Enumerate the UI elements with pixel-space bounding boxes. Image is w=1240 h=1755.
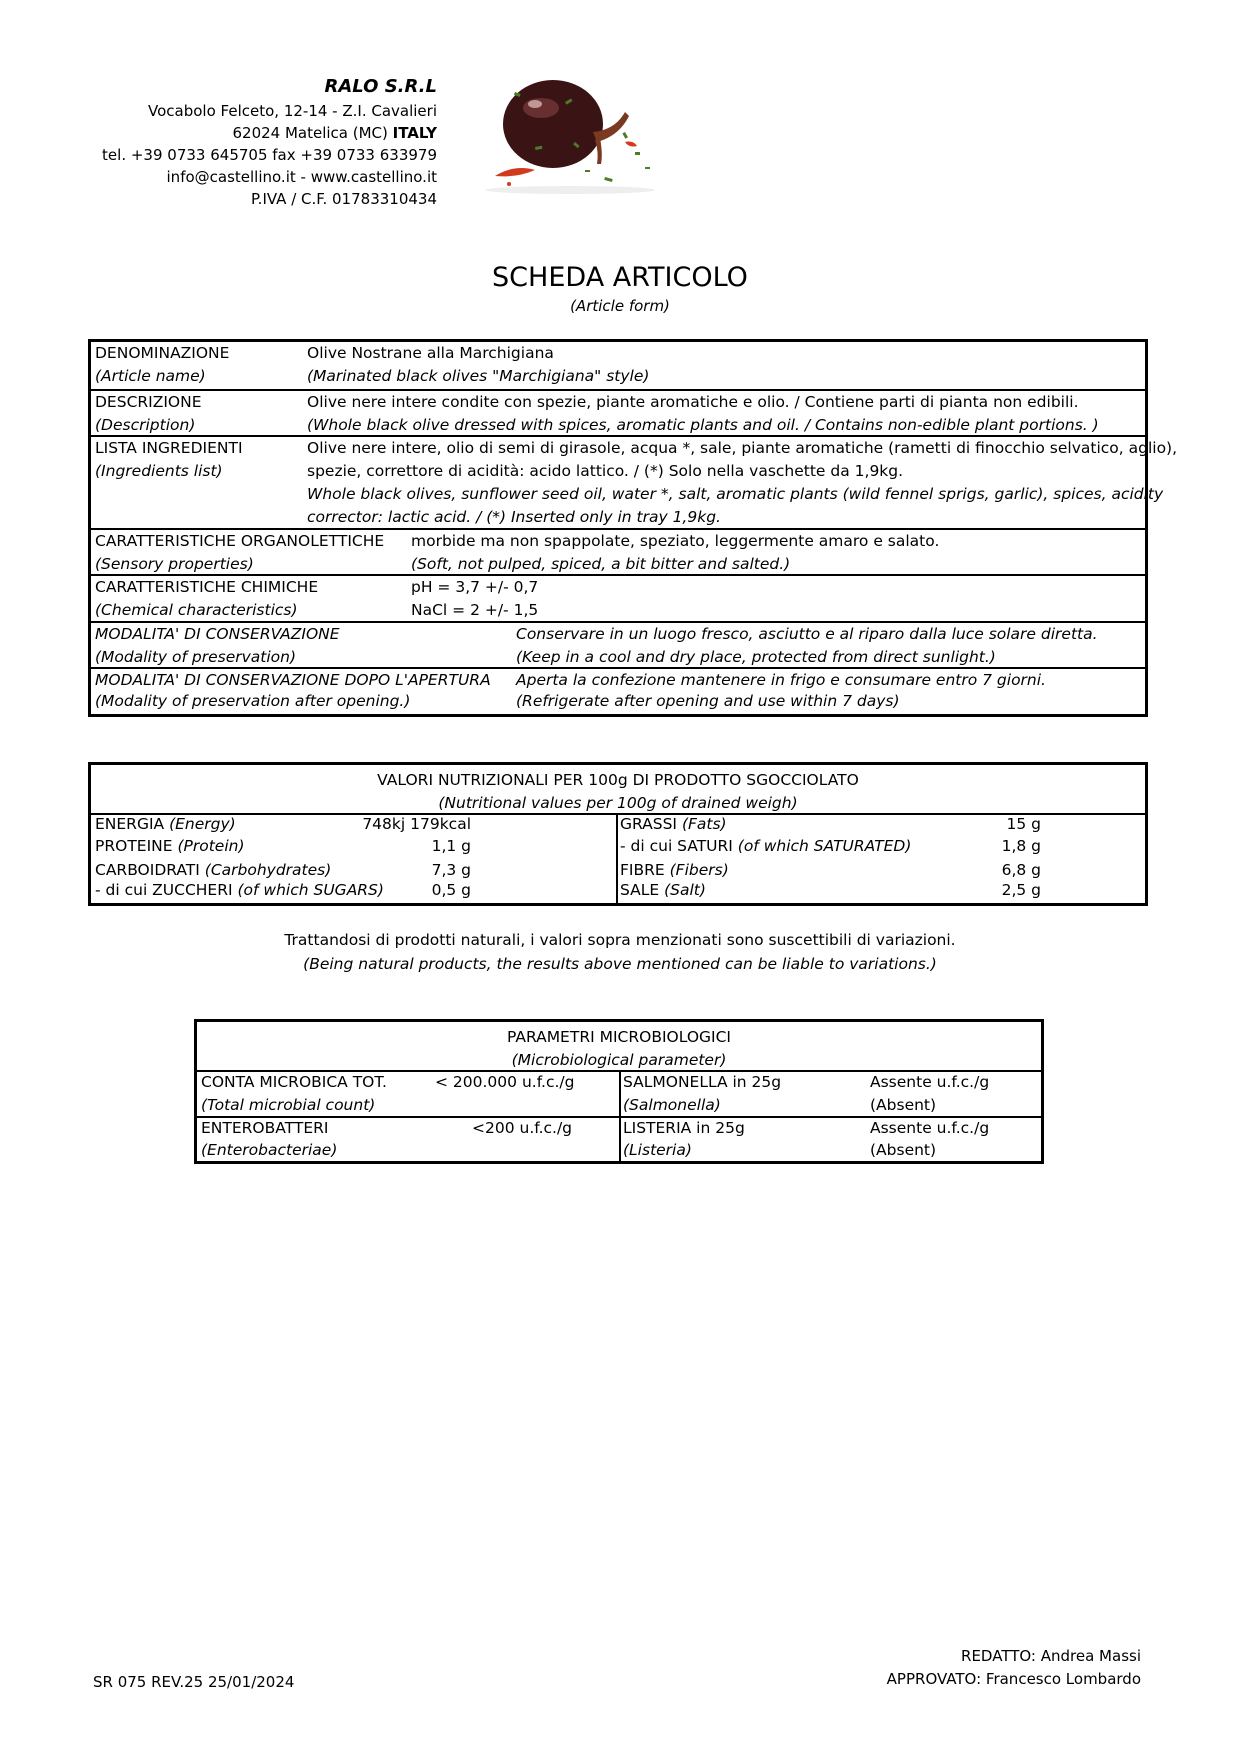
company-web: info@castellino.it - www.castellino.it: [166, 168, 437, 186]
nutrition-right-label: FIBRE (Fibers): [620, 861, 729, 879]
micro-table: [194, 1019, 1044, 1164]
micro-total-label-en: (Total microbial count): [201, 1096, 376, 1114]
micro-entero-label: ENTEROBATTERI: [201, 1119, 329, 1137]
micro-salmonella-value-en: (Absent): [870, 1096, 937, 1114]
article-row-description: [91, 389, 1145, 437]
article-table: [88, 339, 1178, 717]
nutrition-right-label: GRASSI (Fats): [620, 815, 727, 833]
article-row-ingredients: [91, 435, 1178, 530]
desc-value: Olive nere intere condite con spezie, piante aromatiche e olio. / Contiene parti di pianta non edibili.: [307, 393, 1079, 411]
chem-label: CARATTERISTICHE CHIMICHE: [95, 578, 319, 596]
nutrition-title: VALORI NUTRIZIONALI PER 100g DI PRODOTTO SGOCCIOLATO: [377, 771, 859, 789]
open-value: Aperta la confezione mantenere in frigo e consumare entro 7 giorni.: [516, 671, 1046, 689]
approved-by: APPROVATO: Francesco Lombardo: [886, 1670, 1141, 1688]
drafted-by: REDATTO: Andrea Massi: [961, 1647, 1141, 1665]
micro-column-divider: [619, 1070, 621, 1164]
pres-label: MODALITA' DI CONSERVAZIONE: [95, 625, 340, 643]
company-address-2: 62024 Matelica (MC) ITALY: [232, 124, 437, 142]
pres-label-en: (Modality of preservation): [95, 648, 297, 666]
micro-listeria-label: LISTERIA in 25g: [623, 1119, 745, 1137]
name-value: Olive Nostrane alla Marchigiana: [307, 344, 554, 362]
nutrition-left-value: 7,3 g: [431, 861, 471, 879]
sensory-value-en: (Soft, not pulped, spiced, a bit bitter and salted.): [411, 555, 791, 573]
micro-entero-label-en: (Enterobacteriae): [201, 1141, 338, 1159]
nutrition-header-divider: [91, 813, 1145, 815]
nutrition-title-en: (Nutritional values per 100g of drained weigh): [438, 794, 798, 812]
nutrition-left-value: 1,1 g: [431, 837, 471, 855]
open-label-en: (Modality of preservation after opening.): [95, 692, 411, 710]
nutrition-right-value: 15 g: [1006, 815, 1041, 833]
company-info: [102, 74, 437, 210]
nutrition-left-value: 0,5 g: [431, 881, 471, 899]
nutrition-table: [88, 762, 1148, 906]
nutrition-left-label: - di cui ZUCCHERI (of which SUGARS): [95, 881, 384, 899]
company-address-1: Vocabolo Felceto, 12-14 - Z.I. Cavalieri: [148, 102, 437, 120]
nutrition-right-value: 1,8 g: [1001, 837, 1041, 855]
open-label: MODALITA' DI CONSERVAZIONE DOPO L'APERTURA: [95, 671, 491, 689]
open-value-en: (Refrigerate after opening and use within 7 days): [516, 692, 900, 710]
company-country: ITALY: [392, 124, 437, 142]
nutrition-right-label: - di cui SATURI (of which SATURATED): [620, 837, 912, 855]
micro-salmonella-label-en: (Salmonella): [623, 1096, 721, 1114]
article-row-chemical: [91, 574, 1145, 623]
nutrition-right-label: SALE (Salt): [620, 881, 706, 899]
desc-value-en: (Whole black olive dressed with spices, aromatic plants and oil. / Contains non-edible plant portions. ): [307, 416, 1099, 434]
ingr-line-4: corrector: lactic acid. / (*) Inserted only in tray 1,9kg.: [307, 508, 721, 526]
pres-value-en: (Keep in a cool and dry place, protected from direct sunlight.): [516, 648, 996, 666]
ingr-label-en: (Ingredients list): [95, 462, 223, 480]
micro-total-label: CONTA MICROBICA TOT.: [201, 1073, 387, 1091]
disclaimer-en: (Being natural products, the results above mentioned can be liable to variations.): [303, 955, 937, 973]
chem-label-en: (Chemical characteristics): [95, 601, 298, 619]
article-row-preservation: [91, 621, 1145, 669]
page-title: SCHEDA ARTICOLO: [492, 262, 748, 293]
name-value-en: (Marinated black olives "Marchigiana" style): [307, 367, 650, 385]
ingr-line-1: Olive nere intere, olio di semi di girasole, acqua *, sale, piante aromatiche (rametti di finocchio selvatico, aglio),: [307, 439, 1178, 457]
desc-label-en: (Description): [95, 416, 196, 434]
micro-salmonella-value: Assente u.f.c./g: [870, 1073, 990, 1091]
nutrition-right-value: 2,5 g: [1001, 881, 1041, 899]
page-subtitle: (Article form): [570, 297, 670, 315]
olive-logo-image: [475, 72, 665, 200]
micro-listeria-label-en: (Listeria): [623, 1141, 692, 1159]
micro-listeria-value-en: (Absent): [870, 1141, 937, 1159]
nutrition-left-label: PROTEINE (Protein): [95, 837, 245, 855]
pres-value: Conservare in un luogo fresco, asciutto e al riparo dalla luce solare diretta.: [516, 625, 1098, 643]
disclaimer-it: Trattandosi di prodotti naturali, i valori sopra menzionati sono suscettibili di variazioni.: [284, 931, 956, 949]
desc-label: DESCRIZIONE: [95, 393, 202, 411]
micro-entero-value: <200 u.f.c./g: [472, 1119, 573, 1137]
nutrition-right-value: 6,8 g: [1001, 861, 1041, 879]
sensory-value: morbide ma non spappolate, speziato, leggermente amaro e salato.: [411, 532, 940, 550]
nutrition-column-divider: [616, 813, 618, 906]
nutrition-left-label: ENERGIA (Energy): [95, 815, 236, 833]
micro-title: PARAMETRI MICROBIOLOGICI: [506, 1028, 731, 1046]
company-phone: tel. +39 0733 645705 fax +39 0733 633979: [102, 146, 437, 164]
article-row-sensory: [91, 528, 1145, 576]
name-label-en: (Article name): [95, 367, 206, 385]
micro-salmonella-label: SALMONELLA in 25g: [623, 1073, 782, 1091]
name-label: DENOMINAZIONE: [95, 344, 230, 362]
article-row-name: [91, 342, 1145, 389]
micro-listeria-value: Assente u.f.c./g: [870, 1119, 990, 1137]
ingr-label: LISTA INGREDIENTI: [95, 439, 243, 457]
company-name: RALO S.R.L: [324, 76, 437, 97]
nutrition-left-value: 748kj 179kcal: [362, 815, 471, 833]
ingr-line-2: spezie, correttore di acidità: acido lattico. / (*) Solo nella vaschette da 1,9kg.: [307, 462, 904, 480]
nutrition-left-label: CARBOIDRATI (Carbohydrates): [95, 861, 332, 879]
sensory-label-en: (Sensory properties): [95, 555, 254, 573]
micro-total-value: < 200.000 u.f.c./g: [435, 1073, 575, 1091]
ingr-line-3: Whole black olives, sunflower seed oil, water *, salt, aromatic plants (wild fennel sprigs, garlic), spices, acidity: [307, 485, 1164, 503]
micro-title-en: (Microbiological parameter): [511, 1051, 727, 1069]
article-row-after-opening: [91, 667, 1145, 716]
sensory-label: CARATTERISTICHE ORGANOLETTICHE: [95, 532, 385, 550]
chem-ph: pH = 3,7 +/- 0,7: [411, 578, 539, 596]
document-code: SR 075 REV.25 25/01/2024: [93, 1673, 295, 1691]
company-vat: P.IVA / C.F. 01783310434: [250, 190, 437, 208]
chem-nacl: NaCl = 2 +/- 1,5: [411, 601, 539, 619]
